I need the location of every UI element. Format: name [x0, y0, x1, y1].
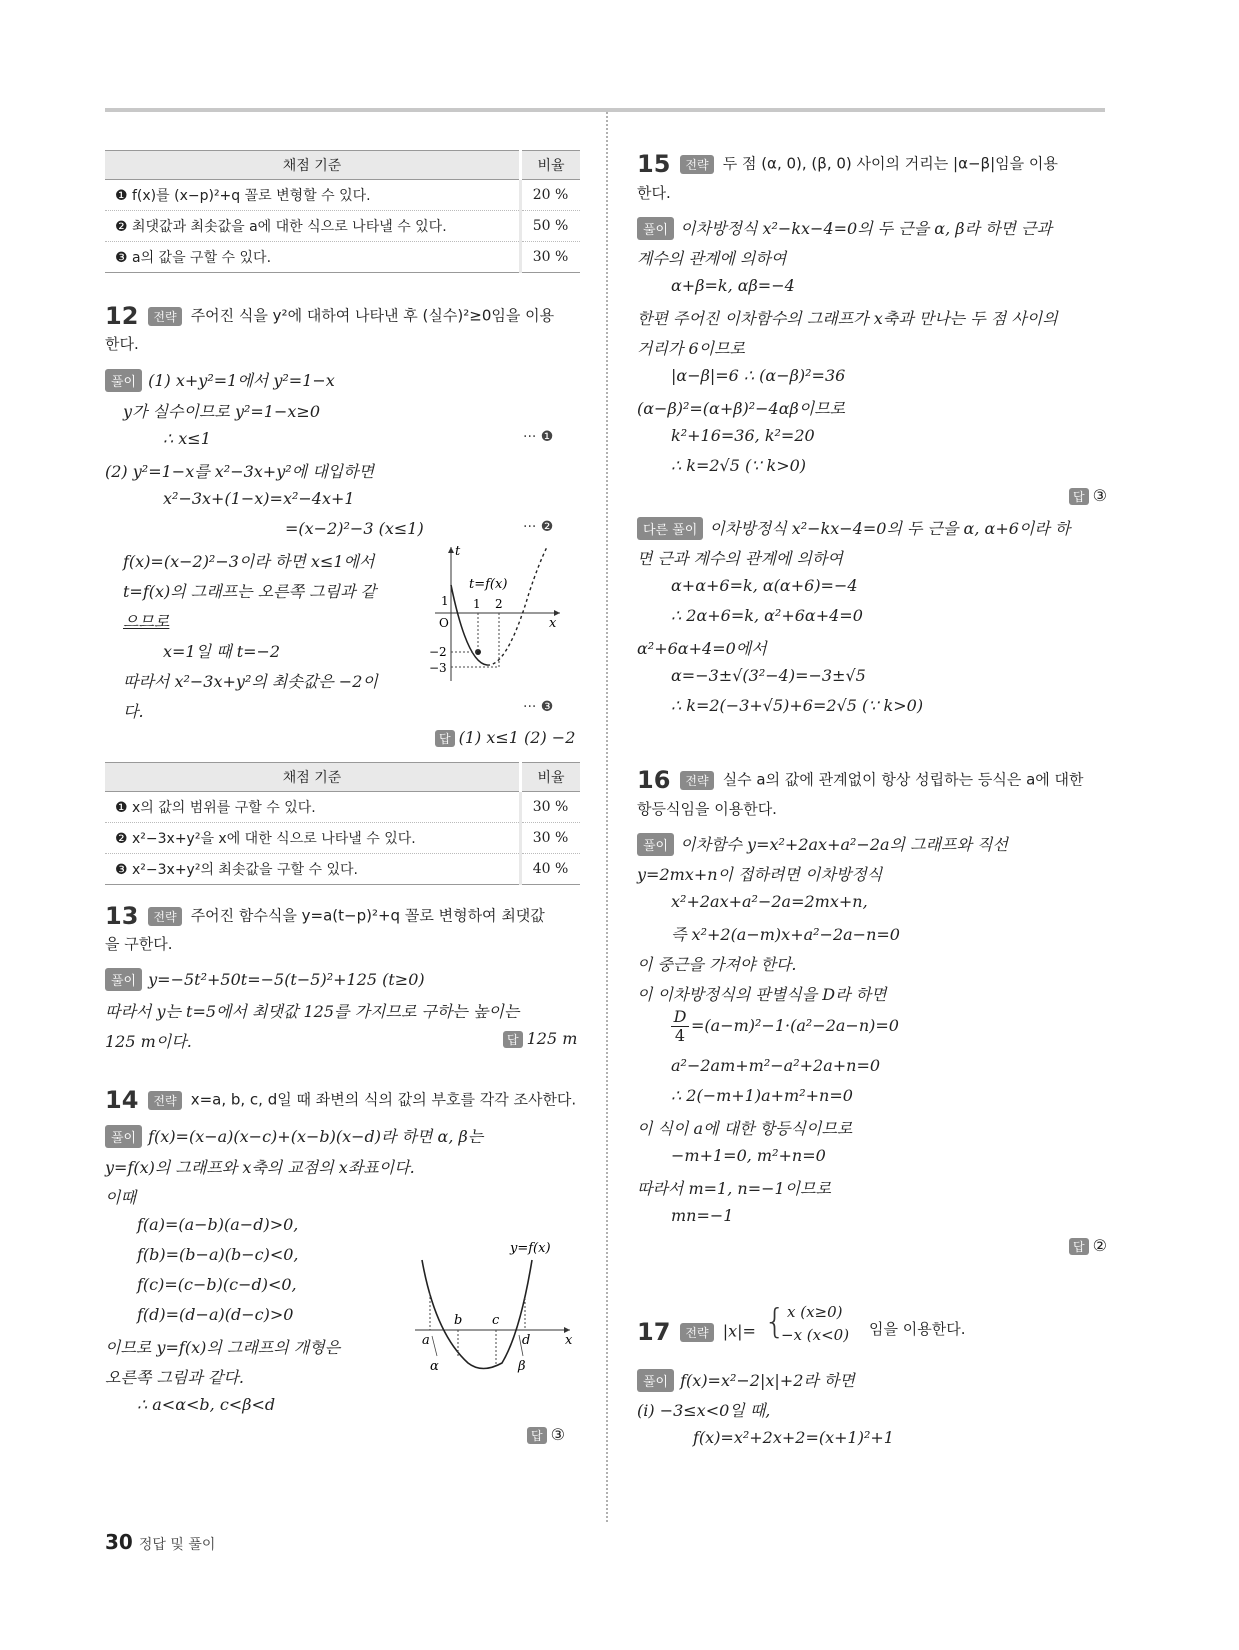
problem-13-strategy: 13 전략 주어진 함수식을 y=a(t−p)²+q 꼴로 변형하여 최댓값 [105, 902, 545, 930]
top-rule [105, 108, 1105, 112]
problem-15-solution: 풀이 이차방정식 x²−kx−4=0의 두 근을 α, β라 하면 근과 [637, 216, 1052, 240]
table-row: ❷ 최댓값과 최솟값을 a에 대한 식으로 나타낼 수 있다. 50 % [105, 211, 580, 242]
problem-14-solution: 풀이 f(x)=(x−a)(x−c)+(x−b)(x−d)라 하면 α, β는 [105, 1124, 483, 1148]
svg-text:x: x [549, 616, 557, 631]
problem-13-solution: 풀이 y=−5t²+50t=−5(t−5)²+125 (t≥0) [105, 968, 425, 991]
problem-14-answer: 답 ③ [527, 1425, 565, 1444]
problem-15-alt-solution: 다른 풀이 이차방정식 x²−kx−4=0의 두 근을 α, α+6이라 하 [637, 516, 1070, 540]
left-column: 채점 기준 비율 ❶ f(x)를 (x−p)²+q 꼴로 변형할 수 있다. 20 % ❷ 최댓값과 최솟값을 a에 대한 식으로 나타낼 수 있다. 50 % ❸ a의 값을 구할 수 있다. 30 % 12 전략 주어진 식을 y²에 대하여 나타낸 후 (실수)²≥0임을 이용 한다. 풀이 (1) x+y²=1에서 y²=1−x y가 실수이므로 y²=1−x≥0 ∴ x≤1 ··· ❶ (2) y²=1−x를 x²−3x+y²에 대입하면 x²−3x+(1−x)=x²−4x+1 =(x−2)²−3 (x≤1) ··· ❷ f(x)=(x−2)²−3이라 하면 x≤1에서 t=f(x)의 그래프는 오른쪽 그림과 같 으므로 x=1일 때 t=−2 따라서 x²−3x+y²의 최솟값은 −2이 다. ··· ❸ t t=f(x) 1 1 2 O x −2 −3 답 (1) x≤1 (2) −2 채점 기준 비율 ❶ x의 값의 범위를 구할 수 있다. 30 % ❷ x²−3x+y²을 x에 대한 식으로 나타낼 수 있다. 30 % ❸ x²−3x+y²의 최솟값을 구할 수 있다. 40 % 13 전략 주어진 함수식을 y=a(t−p)²+q 꼴로 변형하여 최댓값 을 구한다. 풀이 y=−5t²+50t=−5(t−5)²+125 (t≥0) 따라서 y는 t=5에서 최댓값 125를 가지므로 구하는 높이는 125 m이다. 답 125 m 14 전략 x=a, b, c, d일 때 좌변의 식의 값의 부호를 각각 조사한다. 풀이 f(x)=(x−a)(x−c)+(x−b)(x−d)라 하면 α, β는 y=f(x)의 그래프와 x축의 교점의 x좌표이다. 이때 f(a)=(a−b)(a−d)>0, f(b)=(b−a)(b−c)<0, f(c)=(c−b)(c−d)<0, f(d)=(d−a)(d−c)>0 이므로 y=f(x)의 그래프의 개형은 오른쪽 그림과 같다. ∴ a<α<b, c<β<d y=f(x) a b c d x α β 답 ③ [105, 150, 580, 273]
column-divider [606, 112, 608, 1522]
table-row: ❸ a의 값을 구할 수 있다. 30 % [105, 242, 580, 273]
graph-func-label: t=f(x) [469, 577, 508, 592]
brace: { [764, 1302, 786, 1342]
problem-12-strategy: 12 전략 주어진 식을 y²에 대하여 나타낸 후 (실수)²≥0임을 이용 [105, 302, 555, 330]
problem-16-answer: 답 ② [1069, 1236, 1107, 1255]
svg-text:α: α [430, 1359, 439, 1374]
svg-text:2: 2 [495, 597, 503, 611]
problem-14-strategy: 14 전략 x=a, b, c, d일 때 좌변의 식의 값의 부호를 각각 조사한다. [105, 1086, 577, 1114]
scoring-table-11 [105, 150, 580, 273]
svg-text:d: d [522, 1333, 531, 1348]
page-footer [105, 1530, 215, 1554]
problem-15-strategy: 15 전략 두 점 (α, 0), (β, 0) 사이의 거리는 |α−β|임을 이용 [637, 150, 1058, 178]
graph-t-label: t [455, 544, 461, 559]
scoring-table-12 [105, 762, 580, 885]
step-marker-1: ··· ❶ [523, 429, 554, 445]
problem-12-answer: 답 (1) x≤1 (2) −2 [435, 728, 575, 747]
page-number: 30 [105, 1530, 133, 1554]
svg-text:x: x [565, 1333, 573, 1348]
fraction-d-over-4: D 4 [671, 1008, 689, 1045]
step-marker-3: ··· ❸ [523, 699, 554, 715]
footer-title: 정답 및 풀이 [138, 1537, 216, 1553]
svg-text:b: b [454, 1313, 463, 1328]
table-row: ❶ f(x)를 (x−p)²+q 꼴로 변형할 수 있다. 20 % [105, 180, 580, 211]
svg-text:y=f(x): y=f(x) [510, 1241, 551, 1256]
step-marker-2: ··· ❷ [523, 519, 554, 535]
svg-text:c: c [492, 1313, 500, 1328]
svg-text:−3: −3 [429, 661, 447, 675]
table-header-ratio: 비율 [521, 151, 581, 180]
svg-text:O: O [439, 616, 449, 630]
svg-text:1: 1 [473, 597, 481, 611]
table-header-criteria: 채점 기준 [105, 763, 521, 792]
table-header-ratio: 비율 [521, 763, 581, 792]
svg-text:−2: −2 [429, 645, 447, 659]
svg-text:1: 1 [441, 594, 449, 608]
table-row: ❸ x²−3x+y²의 최솟값을 구할 수 있다. 40 % [105, 854, 580, 885]
problem-13-answer: 답 125 m [503, 1029, 577, 1048]
svg-text:β: β [518, 1359, 526, 1374]
problem-14-graph [410, 1238, 580, 1378]
problem-12-graph [425, 543, 565, 683]
table-header-criteria: 채점 기준 [105, 151, 521, 180]
problem-16-solution: 풀이 이차함수 y=x²+2ax+a²−2a의 그래프와 직선 [637, 832, 1008, 856]
problem-15-answer: 답 ③ [1069, 486, 1107, 505]
svg-text:a: a [422, 1333, 430, 1348]
problem-16-strategy: 16 전략 실수 a의 값에 관계없이 항상 성립하는 등식은 a에 대한 [637, 766, 1084, 794]
problem-17-strategy: 17 전략 |x|= [637, 1318, 756, 1346]
problem-17-solution: 풀이 f(x)=x²−2|x|+2라 하면 [637, 1368, 855, 1392]
table-row: ❶ x의 값의 범위를 구할 수 있다. 30 % [105, 792, 580, 823]
table-row: ❷ x²−3x+y²을 x에 대한 식으로 나타낼 수 있다. 30 % [105, 823, 580, 854]
problem-12-solution: 풀이 (1) x+y²=1에서 y²=1−x [105, 368, 335, 392]
